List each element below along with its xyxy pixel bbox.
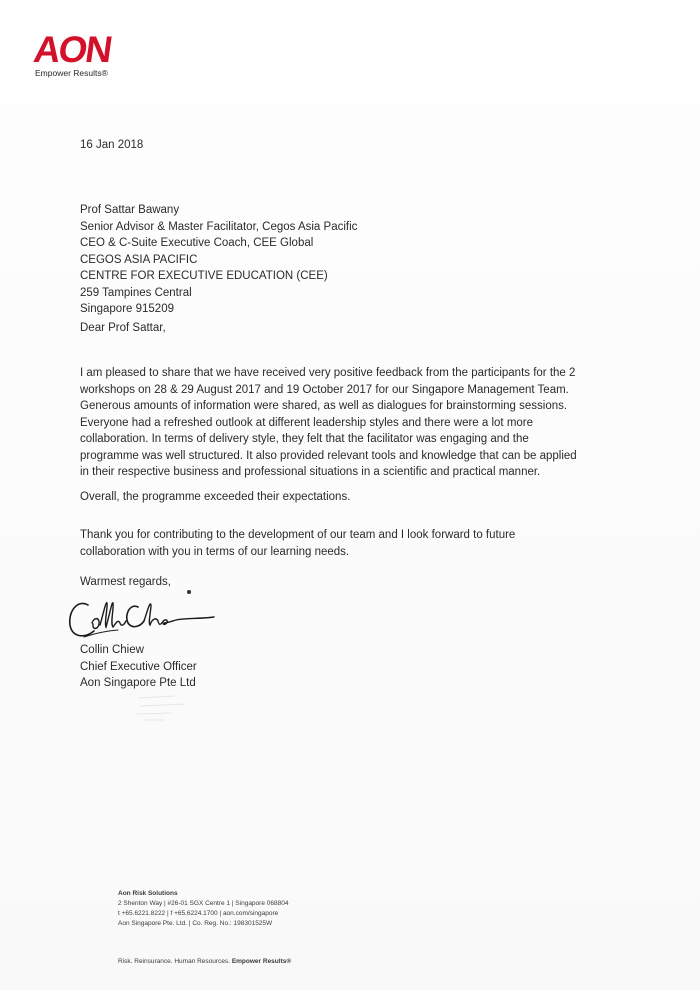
closing-line: Warmest regards, <box>80 576 171 588</box>
body-paragraph-1 <box>80 365 640 481</box>
footer-line: t +65.6221.8222 | f +65.6224.1700 | aon.com/singapore <box>118 910 279 917</box>
recipient-street: 259 Tampines Central <box>80 286 192 299</box>
paragraph-line: in their respective business and professional situations in a scientific and practical manner. <box>80 466 541 478</box>
body-paragraph-3 <box>80 527 515 560</box>
footer-line: Aon Singapore Pte. Ltd. | Co. Reg. No.: 198301525W <box>118 920 273 927</box>
recipient-title-1: Senior Advisor & Master Facilitator, Cegos Asia Pacific <box>80 220 358 233</box>
recipient-dept: CENTRE FOR EXECUTIVE EDUCATION (CEE) <box>80 270 328 282</box>
footer-line: 2 Shenton Way | #26-01 SGX Centre 1 | Singapore 068804 <box>118 900 289 907</box>
recipient-org: CEGOS ASIA PACIFIC <box>80 253 198 266</box>
recipient-name: Prof Sattar Bawany <box>80 204 180 216</box>
paragraph-line: collaboration with you in terms of our learning needs. <box>80 545 350 558</box>
paragraph-line: programme was well structured. It also provided relevant tools and knowledge that can be applied <box>80 449 577 462</box>
footer-company: Aon Risk Solutions <box>118 890 178 897</box>
signer-block <box>80 642 197 692</box>
salutation: Dear Prof Sattar, <box>80 322 166 334</box>
letter-date: 16 Jan 2018 <box>80 139 144 151</box>
paragraph-line: Generous amounts of information were shared, as well as dialogues for brainstorming sessions. <box>80 400 568 412</box>
paragraph-line: Everyone had a refreshed outlook at different leadership styles and there were a lot more <box>80 416 534 429</box>
paragraph-line: I am pleased to share that we have received very positive feedback from the participants for the 2 <box>80 367 576 379</box>
signer-title: Chief Executive Officer <box>80 660 197 673</box>
signer-name: Collin Chiew <box>80 644 144 656</box>
recipient-address <box>80 202 357 318</box>
footer-tagline <box>118 958 291 965</box>
aon-logo <box>31 29 114 78</box>
logo-tagline: Empower Results® <box>35 68 108 78</box>
paragraph-line: Thank you for contributing to the development of our team and I look forward to future <box>80 529 516 541</box>
handwritten-signature <box>66 593 226 645</box>
faded-stamp-mark <box>135 690 195 724</box>
paragraph-line: collaboration. In terms of delivery style, they felt that the facilitator was engaging and the <box>80 433 529 445</box>
footer-address <box>118 889 288 929</box>
footer-tagline-prefix: Risk. Reinsurance. Human Resources. <box>118 958 230 965</box>
recipient-city: Singapore 915209 <box>80 303 174 315</box>
signer-company: Aon Singapore Pte Ltd <box>80 677 196 689</box>
logo-wordmark: AON <box>31 29 114 70</box>
footer-tagline-brand: Empower Results® <box>231 958 292 965</box>
body-paragraph-2: Overall, the programme exceeded their expectations. <box>80 491 351 503</box>
recipient-title-2: CEO & C-Suite Executive Coach, CEE Global <box>80 237 314 249</box>
paragraph-line: workshops on 28 & 29 August 2017 and 19 October 2017 for our Singapore Management Team. <box>80 383 569 396</box>
